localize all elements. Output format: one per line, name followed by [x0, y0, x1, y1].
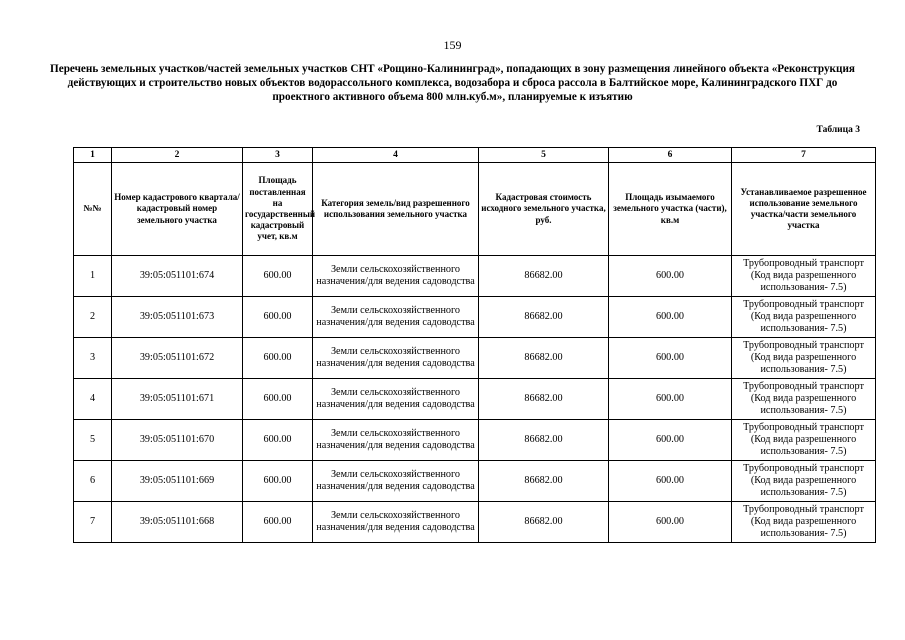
cell-seized-area: 600.00: [609, 256, 732, 297]
table-row: [74, 379, 876, 420]
cell-permitted-use: Трубопроводный транспорт (Код вида разрешенного использования- 7.5): [732, 379, 876, 420]
cell-row-number: 1: [74, 256, 112, 297]
cell-registered-area: 600.00: [243, 461, 313, 502]
cell-registered-area: 600.00: [243, 297, 313, 338]
cell-cadastral-cost: 86682.00: [479, 502, 609, 543]
cell-permitted-use: Трубопроводный транспорт (Код вида разрешенного использования- 7.5): [732, 502, 876, 543]
cell-cadastral-number: 39:05:051101:668: [112, 502, 243, 543]
cell-cadastral-number: 39:05:051101:669: [112, 461, 243, 502]
cell-permitted-use: Трубопроводный транспорт (Код вида разрешенного использования- 7.5): [732, 338, 876, 379]
cell-cadastral-cost: 86682.00: [479, 461, 609, 502]
cell-permitted-use: Трубопроводный транспорт (Код вида разрешенного использования- 7.5): [732, 256, 876, 297]
cell-land-category: Земли сельскохозяйственного назначения/для ведения садоводства: [313, 338, 479, 379]
column-number: 5: [479, 148, 609, 163]
document-title: Перечень земельных участков/частей земельных участков СНТ «Рощино-Калининград», попадающих в зону размещения линейного объекта «Реконструкция действующих и строительство новых объектов водорассольного комплекса, водозабора и сброса рассола в Балтийское море, Калининградского ПХГ до проектного активного объема 800 млн.куб.м», планируемые к изъятию: [50, 63, 855, 103]
header-registered-area: Площадь поставленная на государственный кадастровый учет, кв.м: [243, 163, 313, 256]
cell-cadastral-cost: 86682.00: [479, 420, 609, 461]
cell-land-category: Земли сельскохозяйственного назначения/для ведения садоводства: [313, 420, 479, 461]
cell-registered-area: 600.00: [243, 379, 313, 420]
cell-cadastral-number: 39:05:051101:671: [112, 379, 243, 420]
table-row: [74, 502, 876, 543]
cell-row-number: 6: [74, 461, 112, 502]
column-numbers-row: [74, 148, 876, 163]
cell-land-category: Земли сельскохозяйственного назначения/для ведения садоводства: [313, 502, 479, 543]
header-cadastral-cost: Кадастровая стоимость исходного земельного участка, руб.: [479, 163, 609, 256]
cell-cadastral-number: 39:05:051101:672: [112, 338, 243, 379]
cell-seized-area: 600.00: [609, 338, 732, 379]
header-cadastral-number: Номер кадастрового квартала/ кадастровый номер земельного участка: [112, 163, 243, 256]
cell-registered-area: 600.00: [243, 256, 313, 297]
table-row: [74, 461, 876, 502]
cell-row-number: 2: [74, 297, 112, 338]
table-row: [74, 297, 876, 338]
cell-cadastral-number: 39:05:051101:670: [112, 420, 243, 461]
cell-row-number: 5: [74, 420, 112, 461]
cell-row-number: 3: [74, 338, 112, 379]
cell-permitted-use: Трубопроводный транспорт (Код вида разрешенного использования- 7.5): [732, 420, 876, 461]
cell-seized-area: 600.00: [609, 379, 732, 420]
header-land-category: Категория земель/вид разрешенного использования земельного участка: [313, 163, 479, 256]
cell-permitted-use: Трубопроводный транспорт (Код вида разрешенного использования- 7.5): [732, 461, 876, 502]
cell-cadastral-cost: 86682.00: [479, 256, 609, 297]
page-number: 159: [443, 38, 462, 52]
cell-registered-area: 600.00: [243, 420, 313, 461]
cell-land-category: Земли сельскохозяйственного назначения/для ведения садоводства: [313, 297, 479, 338]
cell-seized-area: 600.00: [609, 502, 732, 543]
table-row: [74, 256, 876, 297]
column-number: 6: [609, 148, 732, 163]
cell-seized-area: 600.00: [609, 297, 732, 338]
cell-seized-area: 600.00: [609, 420, 732, 461]
header-permitted-use: Устанавливаемое разрешенное использование земельного участка/части земельного участка: [732, 163, 876, 256]
land-plots-table: [73, 147, 876, 543]
table-caption: Таблица 3: [816, 125, 860, 135]
column-number: 7: [732, 148, 876, 163]
column-number: 3: [243, 148, 313, 163]
cell-land-category: Земли сельскохозяйственного назначения/для ведения садоводства: [313, 256, 479, 297]
column-number: 1: [74, 148, 112, 163]
cell-row-number: 4: [74, 379, 112, 420]
cell-land-category: Земли сельскохозяйственного назначения/для ведения садоводства: [313, 461, 479, 502]
cell-seized-area: 600.00: [609, 461, 732, 502]
column-headers-row: [74, 163, 876, 256]
header-seized-area: Площадь изымаемого земельного участка (части), кв.м: [609, 163, 732, 256]
column-number: 2: [112, 148, 243, 163]
cell-registered-area: 600.00: [243, 502, 313, 543]
cell-cadastral-number: 39:05:051101:673: [112, 297, 243, 338]
cell-land-category: Земли сельскохозяйственного назначения/для ведения садоводства: [313, 379, 479, 420]
cell-cadastral-cost: 86682.00: [479, 338, 609, 379]
table-row: [74, 338, 876, 379]
cell-cadastral-number: 39:05:051101:674: [112, 256, 243, 297]
cell-permitted-use: Трубопроводный транспорт (Код вида разрешенного использования- 7.5): [732, 297, 876, 338]
cell-cadastral-cost: 86682.00: [479, 297, 609, 338]
cell-registered-area: 600.00: [243, 338, 313, 379]
column-number: 4: [313, 148, 479, 163]
table-row: [74, 420, 876, 461]
cell-cadastral-cost: 86682.00: [479, 379, 609, 420]
header-number: №№: [74, 163, 112, 256]
cell-row-number: 7: [74, 502, 112, 543]
